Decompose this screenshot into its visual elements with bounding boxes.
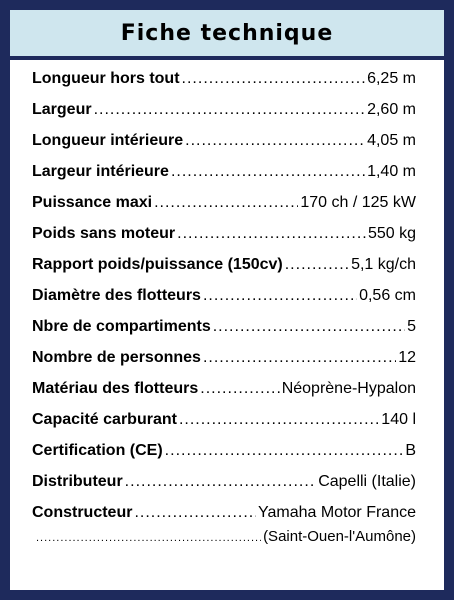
- spec-value: 140 l: [381, 411, 416, 428]
- spec-label: Longueur intérieure: [32, 132, 184, 149]
- spec-row: [32, 411, 416, 442]
- leader-dots: [134, 504, 256, 522]
- spec-value: 6,25 m: [367, 70, 416, 87]
- spec-row: [32, 318, 416, 349]
- spec-row: [32, 132, 416, 163]
- spec-value: Yamaha Motor France: [258, 504, 416, 521]
- spec-value: 170 ch / 125 kW: [300, 194, 416, 211]
- spec-row: [32, 194, 416, 225]
- spec-value: 4,05 m: [367, 132, 416, 149]
- spec-value: Néoprène-Hypalon: [281, 380, 416, 397]
- spec-value: B: [405, 442, 416, 459]
- leader-dots: [185, 132, 365, 150]
- leader-dots: [171, 163, 365, 181]
- header-band: [10, 10, 444, 56]
- spec-value: 0,56 cm: [359, 287, 416, 304]
- spec-label: Diamètre des flotteurs: [32, 287, 201, 304]
- page-title: Fiche technique: [120, 20, 334, 46]
- spec-list: [32, 70, 416, 550]
- leader-dots: [182, 70, 366, 88]
- spec-row: [32, 287, 416, 318]
- spec-value: 12: [398, 349, 416, 366]
- leader-dots: [203, 287, 357, 305]
- spec-value: 5,1 kg/ch: [351, 256, 416, 273]
- spec-label: Nombre de personnes: [32, 349, 201, 366]
- spec-label: Poids sans moteur: [32, 225, 176, 242]
- leader-dots: [125, 473, 317, 491]
- leader-dots: [213, 318, 405, 336]
- spec-label: Matériau des flotteurs: [32, 380, 199, 397]
- leader-dots: [165, 442, 404, 460]
- spec-label: Largeur intérieure: [32, 163, 169, 180]
- spec-row: [32, 504, 416, 528]
- spec-label: Puissance maxi: [32, 194, 153, 211]
- leader-dots: [36, 532, 261, 544]
- spec-value: (Saint-Ouen-l'Aumône): [263, 528, 416, 545]
- spec-label: Longueur hors tout: [32, 70, 180, 87]
- spec-row: [32, 442, 416, 473]
- spec-label: Distributeur: [32, 473, 123, 490]
- spec-label: Certification (CE): [32, 442, 163, 459]
- spec-label: Rapport poids/puissance (150cv): [32, 256, 283, 273]
- spec-value: 5: [407, 318, 416, 335]
- spec-sheet: [10, 10, 444, 590]
- leader-dots: [285, 256, 349, 274]
- spec-value: 1,40 m: [367, 163, 416, 180]
- spec-label: Constructeur: [32, 504, 133, 521]
- spec-row: [32, 101, 416, 132]
- spec-row: [32, 349, 416, 380]
- spec-row: [32, 70, 416, 101]
- spec-label: Capacité carburant: [32, 411, 177, 428]
- spec-value: 550 kg: [367, 225, 416, 242]
- spec-label: Largeur: [32, 101, 92, 118]
- header-divider: [10, 56, 444, 60]
- spec-row: [32, 163, 416, 194]
- spec-row: [32, 380, 416, 411]
- leader-dots: [179, 411, 379, 429]
- leader-dots: [200, 380, 279, 398]
- spec-row: [32, 225, 416, 256]
- spec-value: 2,60 m: [367, 101, 416, 118]
- spec-row: [32, 473, 416, 504]
- spec-label: Nbre de compartiments: [32, 318, 211, 335]
- spec-row: [32, 256, 416, 287]
- leader-dots: [177, 225, 366, 243]
- spec-value: Capelli (Italie): [318, 473, 416, 490]
- leader-dots: [203, 349, 396, 367]
- leader-dots: [94, 101, 366, 119]
- spec-row-continuation: [32, 528, 416, 550]
- leader-dots: [154, 194, 298, 212]
